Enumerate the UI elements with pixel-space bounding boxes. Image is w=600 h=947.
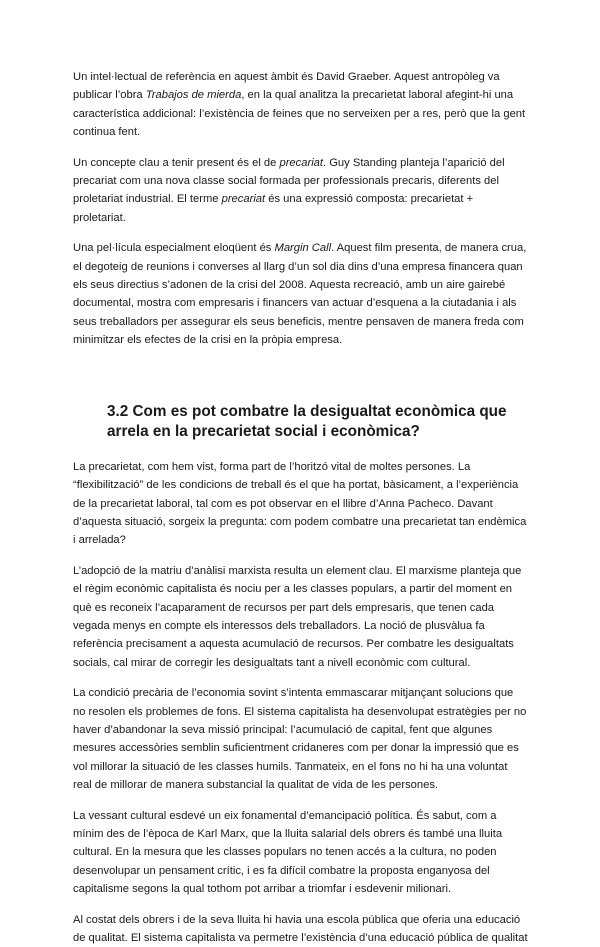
paragraph-escola-publica: Al costat dels obrers i de la seva lluita hi havia una escola pública que oferia una educació de qualitat. El sistema capitalista va permetre l’existència d’una educació pública de qualitat	[73, 913, 528, 945]
text-segment: Un intel·lectual de referència en aquest àmbit és David Graeber. Aquest antropòleg va publicar l’obra	[73, 71, 500, 102]
paragraph-graeber	[73, 68, 528, 142]
text-segment: Un concepte clau a tenir present és el de	[73, 156, 280, 169]
section-heading: 3.2 Com es pot combatre la desigualtat econòmica que arrela en la precarietat social i econòmica?	[107, 402, 507, 440]
film-title-italic: Margin Call	[274, 242, 332, 255]
text-segment: , en la qual analitza la precarietat laboral afegint-hi una característica addicional: l’existència de feines que no serveixen per a res, però que la gent continua fent.	[73, 89, 526, 139]
paragraph-marxisme: L’adopció de la matriu d’anàlisi marxista resulta un element clau. El marxisme planteja que el règim econòmic capitalista és nociu per a les classes populars, a partir del moment en què es reconeix l’acaparament de recursos per part dels empresaris, que tenen cada vegada menys en compte els interessos dels treballadors. La noció de plusvàlua fa referència precisament a aquesta acumulació de recursos. Per combatre les desigualtats socials, cal mirar de corregir les desigualtats tant a nivell econòmic com cultural.	[73, 564, 522, 669]
paragraph-precariat	[73, 154, 528, 228]
term-italic: precariat	[221, 193, 266, 206]
term-italic: precariat	[279, 156, 324, 169]
text-segment: Una pel·lícula especialment eloqüent és	[73, 242, 275, 255]
book-title-italic: Trabajos de mierda	[145, 89, 242, 102]
paragraph-cultural: La vessant cultural esdevé un eix fonamental d’emancipació política. És sabut, com a mínim des de l’època de Karl Marx, que la lluita salarial dels obrers és també una lluita cultural. En la mesura que les classes populars no tenen accés a la cultura, no poden desenvolupar un pensament crític, i es fa difícil combatre la proposta enganyosa del capitalisme segons la qual tothom pot arribar a triomfar i esdevenir milionari.	[73, 809, 503, 896]
text-segment: . Aquest film presenta, de manera crua, el degoteig de reunions i converses al llarg d’un sol dia dins d’una empresa financera quan els seus directius s’adonen de la crisi del 2008. Aquesta recreació, amb un aire gairebé documental, mostra com empresaris i financers van actuar d’esquena a la ciutadania i als seus treballadors per assegurar els seus beneficis, mentre pensaven de manera freda com minimitzar els efectes de la crisi en la pròpia empresa.	[73, 242, 527, 347]
paragraph-margin-call	[73, 239, 528, 349]
paragraph-precarietat: La precarietat, com hem vist, forma part de l’horitzó vital de moltes persones. La “flexibilització” de les condicions de treball és el que ha portat, bàsicament, a l’experiència de la precarietat laboral, tal com es pot observar en el llibre d’Anna Pacheco. Davant d’aquesta situació, sorgeix la pregunta: com podem combatre una precarietat tan endèmica i arrelada?	[73, 460, 527, 547]
text-segment: . Guy Standing planteja l’aparició del precariat com una nova classe social formada per professionals precaris, diferents del proletariat industrial. El terme	[73, 156, 505, 206]
paragraph-capitalisme: La condició precària de l’economia sovint s’intenta emmascarar mitjançant solucions que no resolen els problemes de fons. El sistema capitalista ha desenvolupat estratègies per no haver d’abandonar la seva missió principal: l’acumulació de capital, fent que algunes mesures accessòries semblin suficientment cridaneres com per donar la impressió que es vol millorar la situació de les classes humils. Tanmateix, en el fons no hi ha una voluntat real de millorar de manera substancial la qualitat de vida de les persones.	[73, 687, 527, 792]
text-segment: és una expressió composta: precarietat + proletariat.	[73, 193, 474, 224]
